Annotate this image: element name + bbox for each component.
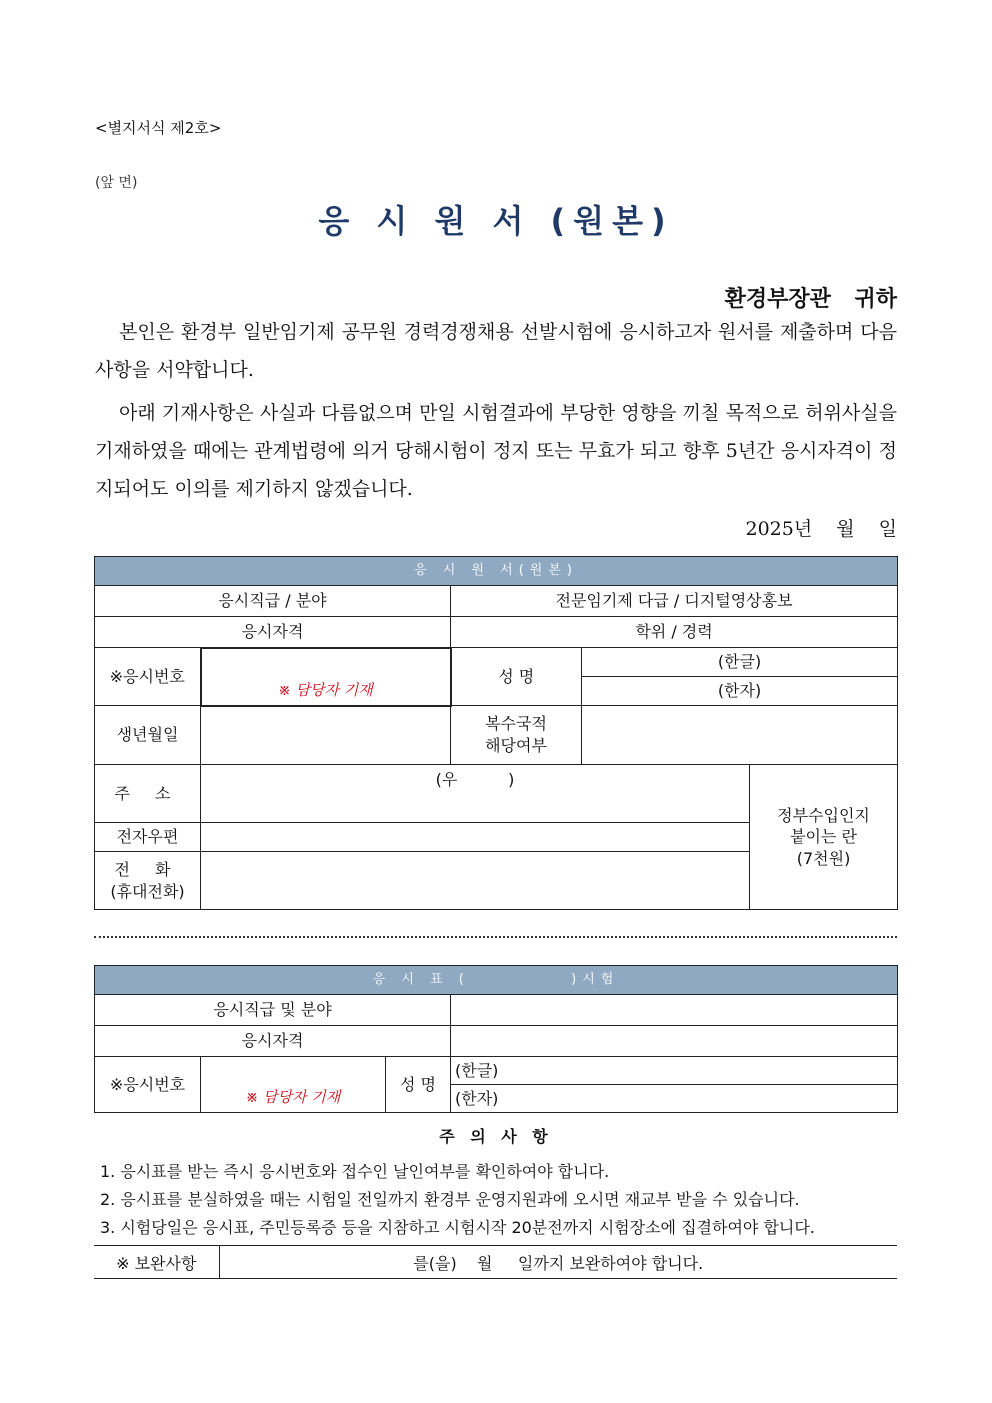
revenue-stamp-area [750, 765, 898, 910]
qualification-label: 응시자격 [95, 617, 451, 648]
pledge-paragraph-1: 본인은 환경부 일반임기제 공무원 경력경쟁채용 선발시험에 응시하고자 원서를 제출하며 다음 사항을 서약합니다. [95, 321, 897, 381]
address-label: 주 소 [95, 765, 201, 823]
stamp-label-1: 정부수입인지 [777, 805, 870, 825]
ticket-name-label: 성 명 [386, 1057, 451, 1113]
application-header: 응 시 원 서(원본) [95, 557, 898, 586]
app-number-field[interactable] [201, 648, 451, 706]
addressee: 환경부장관 귀하 [724, 286, 897, 312]
name-hangul-field[interactable]: (한글) [582, 648, 898, 677]
position-value: 전문임기제 다급 / 디지털영상홍보 [451, 586, 898, 617]
email-label: 전자우편 [95, 823, 201, 852]
ticket-app-number-field[interactable] [201, 1057, 386, 1113]
birth-label: 생년월일 [95, 706, 201, 765]
name-hanja-field[interactable]: (한자) [582, 677, 898, 706]
postal-code: (우 ) [435, 770, 515, 789]
form-number-label: <별지서식 제2호> [95, 119, 222, 137]
supplement-label: ※ 보완사항 [94, 1246, 219, 1279]
ticket-position-field[interactable] [451, 995, 898, 1026]
position-label: 응시직급 / 분야 [95, 586, 451, 617]
ticket-qualification-label: 응시자격 [95, 1026, 451, 1057]
ticket-name-hanja-field[interactable]: (한자) [451, 1085, 898, 1113]
phone-label-line-1: 전 화 [114, 859, 181, 879]
stamp-label-3: (7천원) [796, 848, 851, 868]
application-form-table [94, 556, 898, 910]
stamp-label-2: 붙이는 란 [790, 827, 857, 847]
ticket-app-number-label: ※응시번호 [95, 1057, 201, 1113]
front-side-label: (앞 면) [95, 175, 138, 191]
app-number-label: ※응시번호 [95, 648, 201, 706]
notice-item: 2. 응시표를 분실하였을 때는 시험일 전일까지 환경부 운영지원과에 오시면 재교부 받을 수 있습니다. [100, 1190, 800, 1209]
ticket-qualification-field[interactable] [451, 1026, 898, 1057]
ticket-header: 응 시 표 ( )시험 [95, 966, 898, 995]
page-title: 응 시 원 서 (원본) [318, 202, 674, 240]
phone-label [95, 852, 201, 910]
birth-field[interactable] [201, 706, 451, 765]
notice-item: 3. 시험당일은 응시표, 주민등록증 등을 지참하고 시험시작 20분전까지 시험장소에 집결하여야 합니다. [100, 1218, 815, 1237]
notice-list [100, 1158, 815, 1242]
phone-field[interactable] [201, 852, 750, 910]
notice-item: 1. 응시표를 받는 즉시 응시번호와 접수인 날인여부를 확인하여야 합니다. [100, 1162, 610, 1181]
cut-line [94, 936, 897, 938]
email-field[interactable] [201, 823, 750, 852]
staff-note: ※ 담당자 기재 [278, 680, 373, 699]
address-field[interactable] [201, 765, 750, 823]
qualification-value: 학위 / 경력 [451, 617, 898, 648]
exam-ticket-table [94, 965, 898, 1113]
ticket-staff-note: ※ 담당자 기재 [245, 1088, 341, 1107]
date-line: 2025년 월 일 [745, 518, 897, 540]
notice-title: 주 의 사 항 [439, 1127, 553, 1146]
name-label: 성 명 [451, 648, 582, 706]
pledge-paragraph-2: 아래 기재사항은 사실과 다름없으며 만일 시험결과에 부당한 영향을 끼칠 목적으로 허위사실을 기재하였을 때에는 관계법령에 의거 당해시험이 정지 또는 무효가 되고 향후 5년간 응시자격이 정지되어도 이의를 제기하지 않겠습니다. [95, 402, 897, 500]
supplement-field[interactable]: 를(을) 월 일까지 보완하여야 합니다. [219, 1246, 897, 1279]
phone-label-line-2: (휴대전화) [110, 881, 185, 901]
dual-label-line-2: 해당여부 [485, 736, 547, 755]
dual-label-line-1: 복수국적 [485, 714, 547, 734]
ticket-position-label: 응시직급 및 분야 [95, 995, 451, 1026]
supplement-table [94, 1245, 897, 1279]
dual-nationality-field[interactable] [582, 706, 898, 765]
ticket-name-hangul-field[interactable]: (한글) [451, 1057, 898, 1085]
dual-nationality-label [451, 706, 582, 765]
